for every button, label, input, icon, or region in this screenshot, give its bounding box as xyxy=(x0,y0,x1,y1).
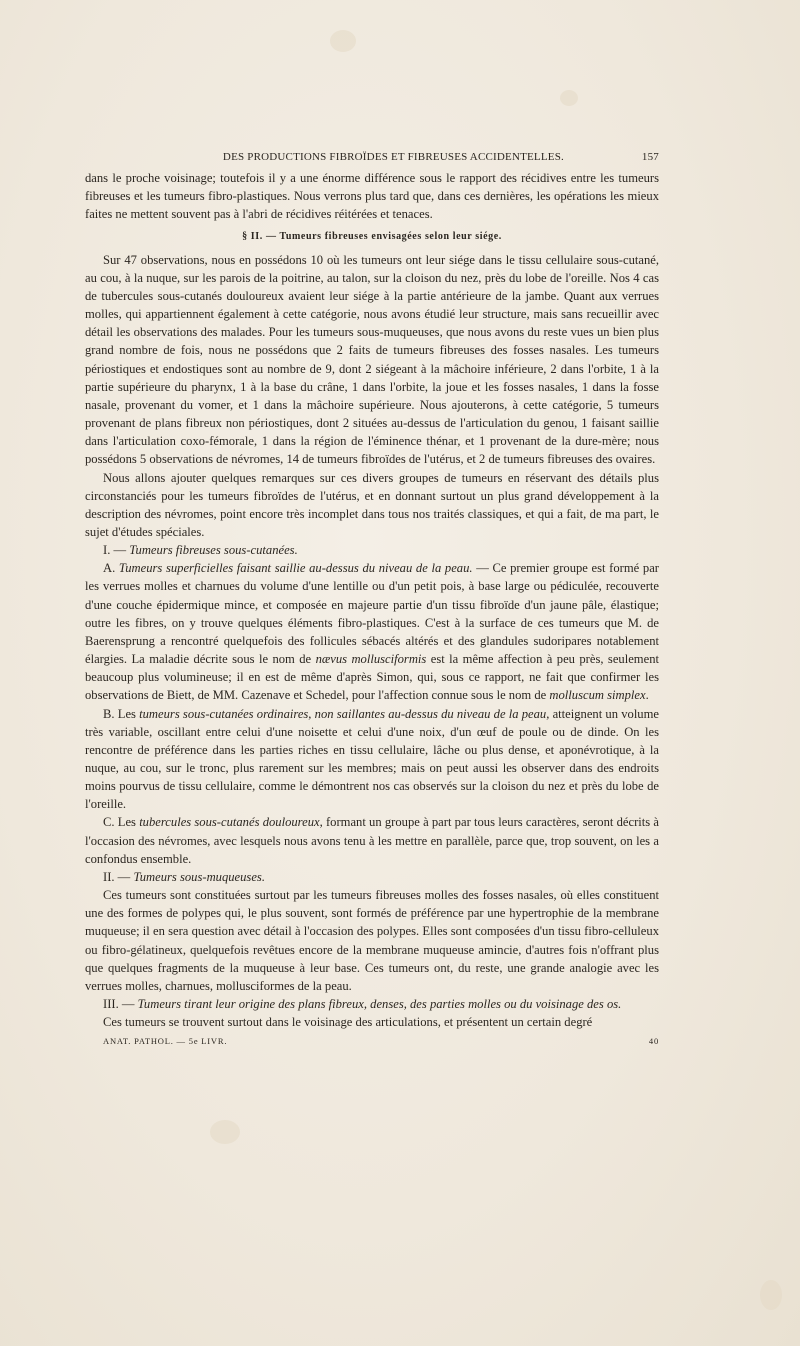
paragraph-B-label: B. Les xyxy=(103,706,140,721)
paragraph-A xyxy=(85,559,659,704)
page-footer xyxy=(85,1032,659,1050)
heading-III-number: III. — xyxy=(103,997,138,1012)
heading-I xyxy=(85,541,659,559)
paragraph-A-text: — Ce premier groupe est formé par les verrues molles et charnues du volume d'une lentille ou d'un petit pois, à base large ou pédiculée, recouverte d'une couche épidermique mince, et composée en majeure partie d'un tissu fibroïde d'un jaune pâle, élastique; outre les fibres, on y trouve quelques éléments fibro-plastiques. C'est à la surface de ces tumeurs que M. de Baerensprung a rencontré quelquefois des follicules sébacés altérés et des glandules sudoripares notablement élargies. La maladie décrite sous le nom de xyxy=(85,561,659,667)
heading-I-title: Tumeurs fibreuses sous-cutanées. xyxy=(129,543,298,558)
page-text xyxy=(85,148,659,1051)
paragraph-B-text: atteignent un volume très variable, oscillant entre celui d'une noisette et celui d'une noix, d'un œuf de poule ou de dinde. On les rencontre de préférence dans les parties riches en tissu cellulaire, lâche ou plus dense, et aponévrotique, à la nuque, au cou, sur le tronc, plus rarement sur les membres; mais on peut aussi les observer dans des endroits moins pourvus de tissu cellulaire, comme le démontrent nos cas observés sur la cloison du nez et près du lobe de l'oreille. xyxy=(85,706,659,812)
running-head-title: DES PRODUCTIONS FIBROÏDES ET FIBREUSES ACCIDENTELLES. xyxy=(222,151,564,163)
paper-stain xyxy=(210,1120,240,1144)
paragraph-C-text: formant un groupe à part par tous leurs caractères, seront décrits à l'occasion des névromes, avec lesquels nous avons tenu à les mettre en parallèle, parce que, trop souvent, on les a confondus ensemble. xyxy=(85,815,659,866)
heading-III-title: Tumeurs tirant leur origine des plans fibreux, denses, des parties molles ou du voisinage des os. xyxy=(137,997,622,1012)
paper-stain xyxy=(330,30,356,52)
footer-sheet-number: 40 xyxy=(648,1036,659,1047)
running-head xyxy=(85,148,659,166)
term-naevus: nævus mollusciformis xyxy=(315,652,427,667)
heading-III xyxy=(85,995,659,1013)
term-molluscum: molluscum simplex xyxy=(549,688,646,703)
footer-signature: ANAT. PATHOL. — 5e LIVR. xyxy=(103,1036,228,1047)
paragraph-A-text: est la même affection à peu près, seulement beaucoup plus volumineuse; il en est de même d'après Simon, qui, sous ce rapport, ne fait que confirmer les observations de Biett, de MM. Cazenave et Schedel, pour l'affection connue sous le nom de xyxy=(85,652,659,703)
paragraph-A-title: Tumeurs superficielles faisant saillie au-dessus du niveau de la peau. xyxy=(118,561,473,576)
paragraph-C-label: C. Les xyxy=(103,815,140,830)
observations-paragraph: Sur 47 observations, nous en possédons 10 où les tumeurs ont leur siége dans le tissu cellulaire sous-cutané, au cou, à la nuque, sur les parois de la poitrine, au talon, sur la cloison du nez, près du lobe de l'oreille. Nos 4 cas de tubercules sous-cutanés douloureux avaient leur siége à la partie antérieure de la jambe. Quant aux verrues molles, qui appartiennent également à cette catégorie, nous avons étudié leur structure, mais sans recueillir avec détail les observations des malades. Pour les tumeurs sous-muqueuses, que nous avons du reste vues un bien plus grand nombre de fois, nous ne possédons que 2 faits de tumeurs fibreuses des fosses nasales. Les tumeurs périostiques et endostiques sont au nombre de 9, dont 2 siégeant à la mâchoire inférieure, 2 dans l'orbite, 1 à la partie supérieure du pharynx, 1 à la base du crâne, 1 dans l'orbite, la joue et les fosses nasales, 1 dans la fosse nasale, provenant du vomer, et 1 dans la mâchoire supérieure. Nous ajouterons, à cette catégorie, 5 tumeurs provenant de plans fibreux non périostiques, dont 2 situées au-dessus de l'articulation du genou, 1 faisant saillie dans l'articulation coxo-fémorale, 1 dans la région de l'éminence thénar, et 1 provenant de la dure-mère; nous possédons 5 observations de névromes, 14 de tumeurs fibroïdes de l'utérus, et 2 de tumeurs fibreuses des ovaires. xyxy=(85,252,659,467)
heading-II-title: Tumeurs sous-muqueuses. xyxy=(133,869,265,884)
page-number: 157 xyxy=(641,151,659,163)
paragraph-II: Ces tumeurs sont constituées surtout par les tumeurs fibreuses molles des fosses nasales, où elles constituent une des formes de polypes qui, le plus souvent, sont formés de préférence par une hypertrophie de la membrane muqueuse; il en sera question avec détail à l'occasion des polypes. Elles sont composées d'un tissu fibro-celluleux ou fibro-gélatineux, quelquefois revêtues encore de la membrane muqueuse amincie, d'autres fois n'offrant plus que quelques fragments de la muqueuse à leur base. Ces tumeurs ont, du reste, une grande analogie avec les verrues molles, charnues, mollusciformes de la peau. xyxy=(85,888,659,993)
paragraph-B xyxy=(85,705,659,814)
intro-paragraph: dans le proche voisinage; toutefois il y a une énorme différence sous le rapport des récidives entre les tumeurs fibreuses et les tumeurs fibro-plastiques. Nous verrons plus tard que, dans ces dernières, les opérations les mieux faites ne mettent souvent pas à l'abri de récidives réitérées et tenaces. xyxy=(85,171,659,222)
paragraph-III: Ces tumeurs se trouvent surtout dans le voisinage des articulations, et présentent un certain degré xyxy=(103,1015,593,1030)
paragraph-C-title: tubercules sous-cutanés douloureux, xyxy=(139,815,323,830)
heading-II-number: II. — xyxy=(103,869,134,884)
section-heading: § II. — Tumeurs fibreuses envisagées selon leur siége. xyxy=(242,230,502,242)
paragraph-A-label: A. xyxy=(103,561,119,576)
paragraph-C xyxy=(85,813,659,867)
paragraph-A-end: . xyxy=(645,688,649,703)
paper-stain xyxy=(560,90,578,106)
paper-stain xyxy=(760,1280,782,1310)
paragraph-B-title: tumeurs sous-cutanées ordinaires, non saillantes au-dessus du niveau de la peau, xyxy=(139,706,550,721)
heading-II xyxy=(85,868,659,886)
remarks-paragraph: Nous allons ajouter quelques remarques sur ces divers groupes de tumeurs en réservant des détails plus circonstanciés pour les tumeurs fibroïdes de l'utérus, et en donnant surtout un plus grand développement à la description des névromes, point encore très incomplet dans tous nos traités classiques, et qui a fait, de ma part, le sujet d'études spéciales. xyxy=(85,470,659,539)
heading-I-number: I. — xyxy=(103,543,130,558)
